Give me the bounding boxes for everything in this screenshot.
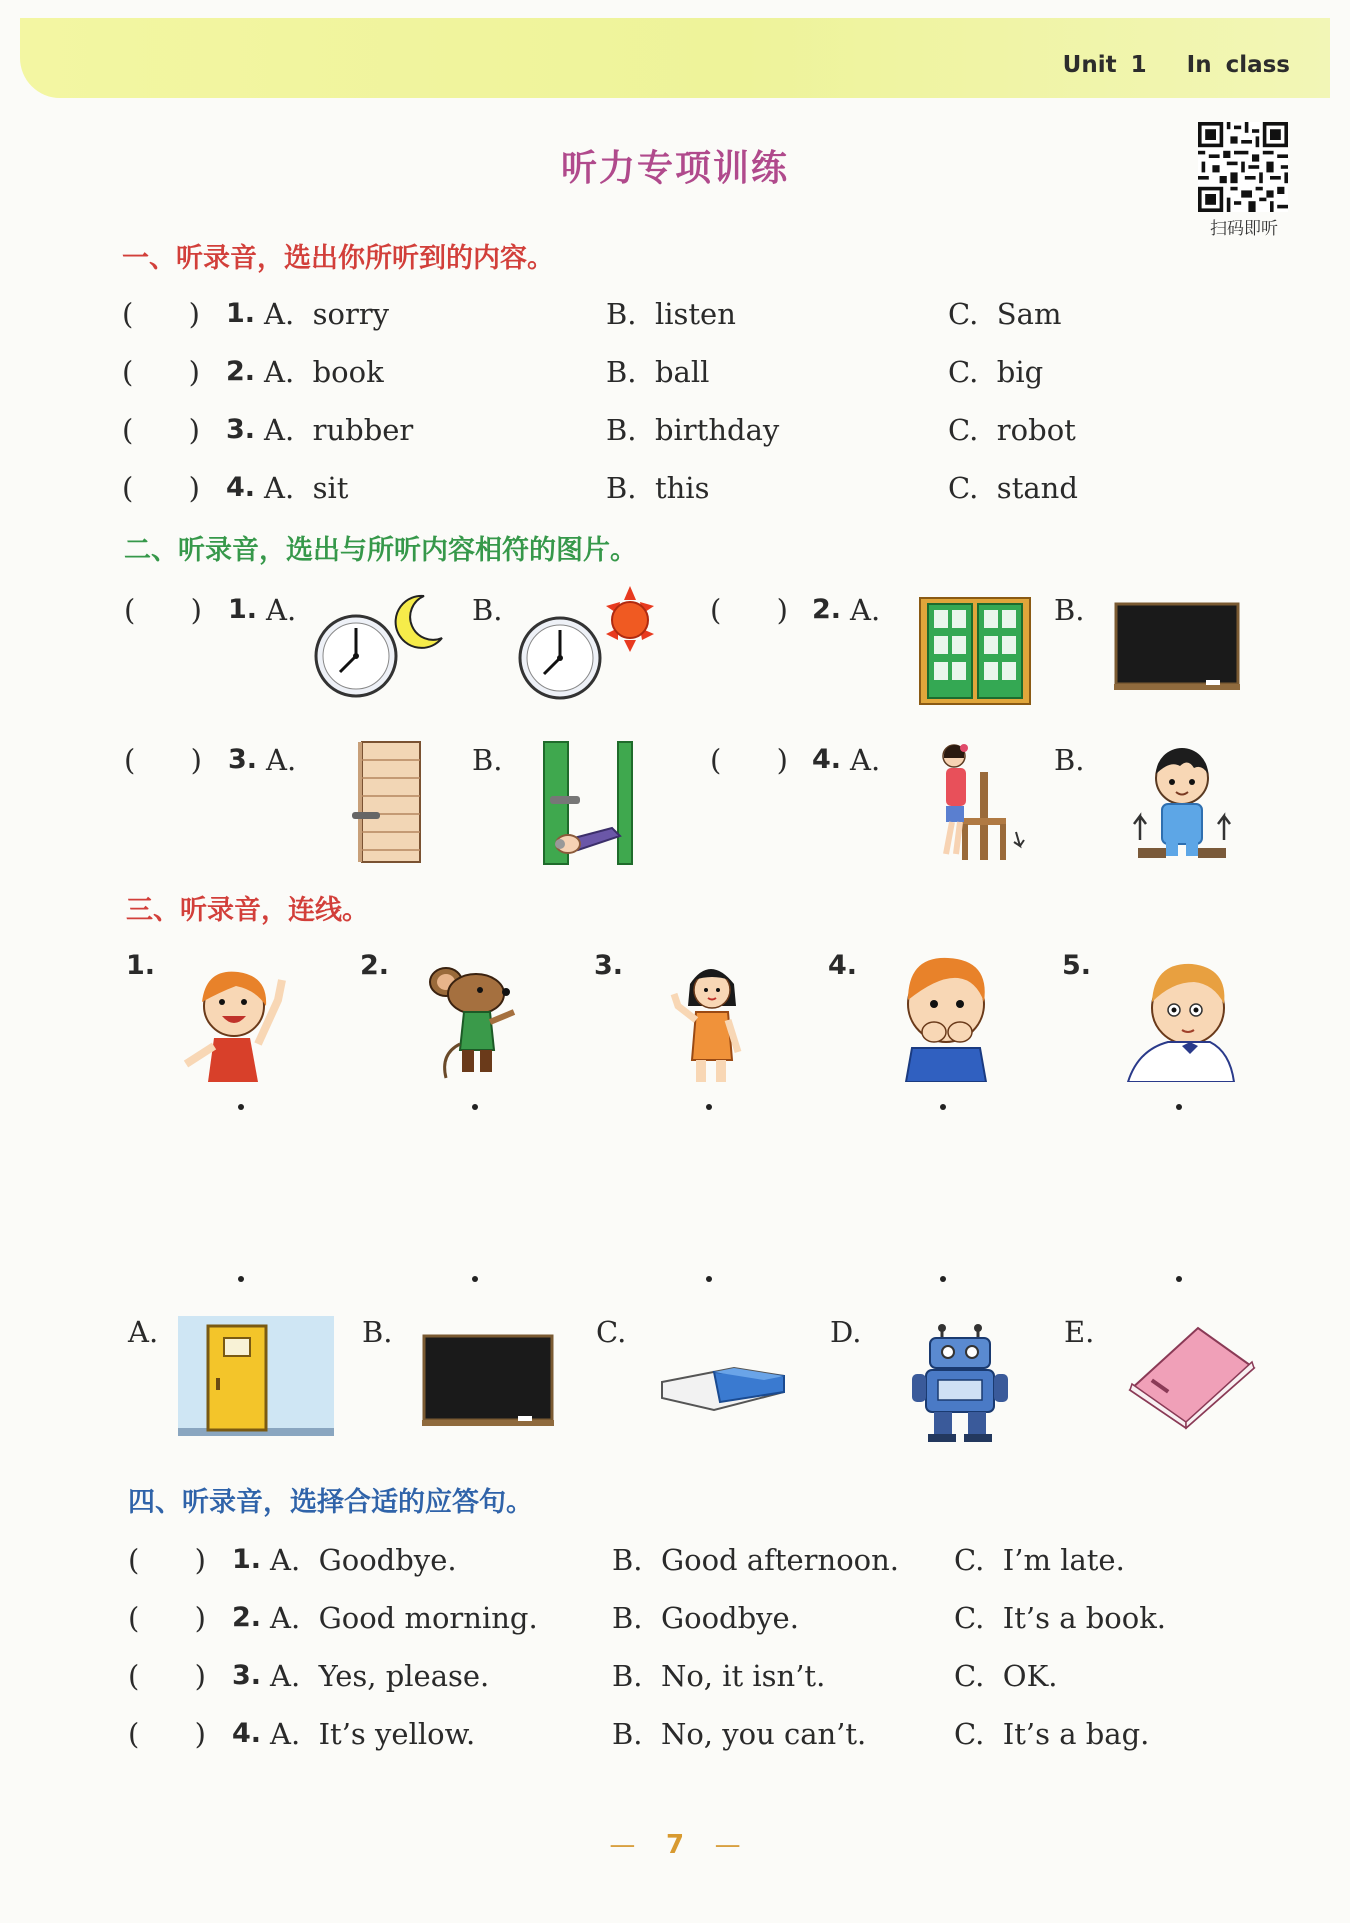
- answer-blank[interactable]: ( ): [710, 593, 788, 627]
- option-b: B. No, it isn’t.: [612, 1659, 826, 1693]
- item-number: 1.: [232, 1544, 262, 1575]
- option-b: B. this: [606, 471, 710, 505]
- section4-item: [128, 1656, 1248, 1696]
- item-number: 1.: [228, 594, 258, 625]
- match-dot-top-5[interactable]: [1176, 1104, 1182, 1110]
- book-icon[interactable]: [1128, 1326, 1256, 1430]
- answer-blank[interactable]: ( ): [128, 1543, 206, 1577]
- section4-item: [128, 1598, 1248, 1638]
- section2-heading: 二、听录音，选出与所听内容相符的图片。: [124, 535, 637, 566]
- option-b: B. birthday: [606, 413, 780, 447]
- page-number: [0, 1830, 1350, 1860]
- option-b: B. No, you can’t.: [612, 1717, 867, 1751]
- section3-heading: 三、听录音，连线。: [126, 895, 369, 926]
- option-b-label: B.: [472, 593, 503, 627]
- mouse-icon[interactable]: [424, 964, 530, 1084]
- blackboard-icon[interactable]: [422, 1334, 554, 1430]
- item-number: 1.: [226, 298, 256, 329]
- option-b: B. Good afternoon.: [612, 1543, 900, 1577]
- item-number: 3.: [228, 744, 258, 775]
- answer-blank[interactable]: ( ): [122, 297, 200, 331]
- option-c: C. stand: [948, 471, 1078, 505]
- unit-label: [1063, 52, 1290, 78]
- match-dot-top-1[interactable]: [238, 1104, 244, 1110]
- section4-item: [128, 1714, 1248, 1754]
- girl-waving-icon[interactable]: [178, 960, 294, 1084]
- answer-blank[interactable]: ( ): [128, 1659, 206, 1693]
- match-letter-c: C.: [596, 1315, 627, 1349]
- answer-blank[interactable]: ( ): [124, 593, 202, 627]
- section1-item: [122, 294, 1242, 334]
- section1-item: [122, 352, 1242, 392]
- section4-heading: 四、听录音，选择合适的应答句。: [128, 1487, 533, 1518]
- unit-number: Unit 1: [1062, 52, 1147, 78]
- match-number-1: 1.: [126, 950, 156, 981]
- option-c: C. OK.: [954, 1659, 1058, 1693]
- page-number-dash-left: —: [609, 1830, 636, 1860]
- section1-item: [122, 410, 1242, 450]
- option-b-label: B.: [472, 743, 503, 777]
- boy-shy-icon[interactable]: [894, 954, 1000, 1082]
- option-a: A. Yes, please.: [270, 1659, 490, 1693]
- option-c: C. I’m late.: [954, 1543, 1125, 1577]
- option-a-label: A.: [266, 593, 297, 627]
- option-b-label: B.: [1054, 743, 1085, 777]
- rubber-icon[interactable]: [660, 1352, 786, 1414]
- item-number: 2.: [232, 1602, 262, 1633]
- item-number: 3.: [226, 414, 256, 445]
- option-b: B. ball: [606, 355, 710, 389]
- robot-icon[interactable]: [912, 1324, 1008, 1444]
- option-c: C. Sam: [948, 297, 1062, 331]
- option-a: A. sorry: [264, 297, 390, 331]
- boy-stand-icon[interactable]: [1126, 744, 1236, 860]
- door-icon[interactable]: [352, 740, 424, 864]
- answer-blank[interactable]: ( ): [710, 743, 788, 777]
- option-b: B. listen: [606, 297, 736, 331]
- window-icon[interactable]: [918, 596, 1032, 706]
- option-a: A. It’s yellow.: [270, 1717, 476, 1751]
- girl-sit-icon[interactable]: [932, 742, 1028, 864]
- option-a: A. book: [264, 355, 384, 389]
- clock-sun-icon[interactable]: [514, 586, 664, 706]
- qr-caption: 扫码即听: [1210, 219, 1278, 239]
- option-c: C. robot: [948, 413, 1076, 447]
- option-a: A. Goodbye.: [270, 1543, 457, 1577]
- match-dot-top-2[interactable]: [472, 1104, 478, 1110]
- section1-item: [122, 468, 1242, 508]
- match-dot-bottom-b[interactable]: [472, 1276, 478, 1282]
- option-c: C. big: [948, 355, 1044, 389]
- option-a: A. Good morning.: [270, 1601, 538, 1635]
- option-a: A. sit: [264, 471, 349, 505]
- option-b: B. Goodbye.: [612, 1601, 799, 1635]
- match-dot-top-4[interactable]: [940, 1104, 946, 1110]
- option-a-label: A.: [850, 593, 881, 627]
- match-number-4: 4.: [828, 950, 858, 981]
- item-number: 4.: [232, 1718, 262, 1749]
- item-number: 3.: [232, 1660, 262, 1691]
- door-open-hand-icon[interactable]: [538, 740, 638, 866]
- page-number-dash-right: —: [714, 1830, 741, 1860]
- option-b-label: B.: [1054, 593, 1085, 627]
- page-number-value: 7: [665, 1830, 685, 1860]
- lesson-title: In class: [1186, 52, 1290, 78]
- page-title: 听力专项训练: [560, 148, 789, 189]
- option-c: C. It’s a book.: [954, 1601, 1167, 1635]
- blackboard-icon[interactable]: [1114, 602, 1240, 694]
- answer-blank[interactable]: ( ): [128, 1717, 206, 1751]
- answer-blank[interactable]: ( ): [122, 413, 200, 447]
- match-number-3: 3.: [594, 950, 624, 981]
- match-dot-top-3[interactable]: [706, 1104, 712, 1110]
- match-dot-bottom-a[interactable]: [238, 1276, 244, 1282]
- option-a-label: A.: [266, 743, 297, 777]
- match-dot-bottom-c[interactable]: [706, 1276, 712, 1282]
- match-letter-d: D.: [830, 1315, 862, 1349]
- match-letter-a: A.: [128, 1315, 159, 1349]
- section4-item: [128, 1540, 1248, 1580]
- answer-blank[interactable]: ( ): [122, 471, 200, 505]
- option-c: C. It’s a bag.: [954, 1717, 1150, 1751]
- door-icon[interactable]: [178, 1316, 334, 1436]
- match-number-5: 5.: [1062, 950, 1092, 981]
- option-a-label: A.: [850, 743, 881, 777]
- option-a: A. rubber: [264, 413, 414, 447]
- match-letter-e: E.: [1064, 1315, 1095, 1349]
- match-number-2: 2.: [360, 950, 390, 981]
- clock-moon-icon[interactable]: [312, 592, 452, 702]
- match-dot-bottom-d[interactable]: [940, 1276, 946, 1282]
- section1-heading: 一、听录音，选出你所听到的内容。: [122, 243, 554, 274]
- answer-blank[interactable]: ( ): [128, 1601, 206, 1635]
- boy-icon[interactable]: [1126, 958, 1236, 1082]
- girl-hello-icon[interactable]: [664, 956, 760, 1086]
- qr-code-icon[interactable]: [1198, 122, 1288, 212]
- answer-blank[interactable]: ( ): [122, 355, 200, 389]
- match-letter-b: B.: [362, 1315, 393, 1349]
- match-dot-bottom-e[interactable]: [1176, 1276, 1182, 1282]
- item-number: 4.: [226, 472, 256, 503]
- item-number: 2.: [812, 594, 842, 625]
- answer-blank[interactable]: ( ): [124, 743, 202, 777]
- item-number: 4.: [812, 744, 842, 775]
- item-number: 2.: [226, 356, 256, 387]
